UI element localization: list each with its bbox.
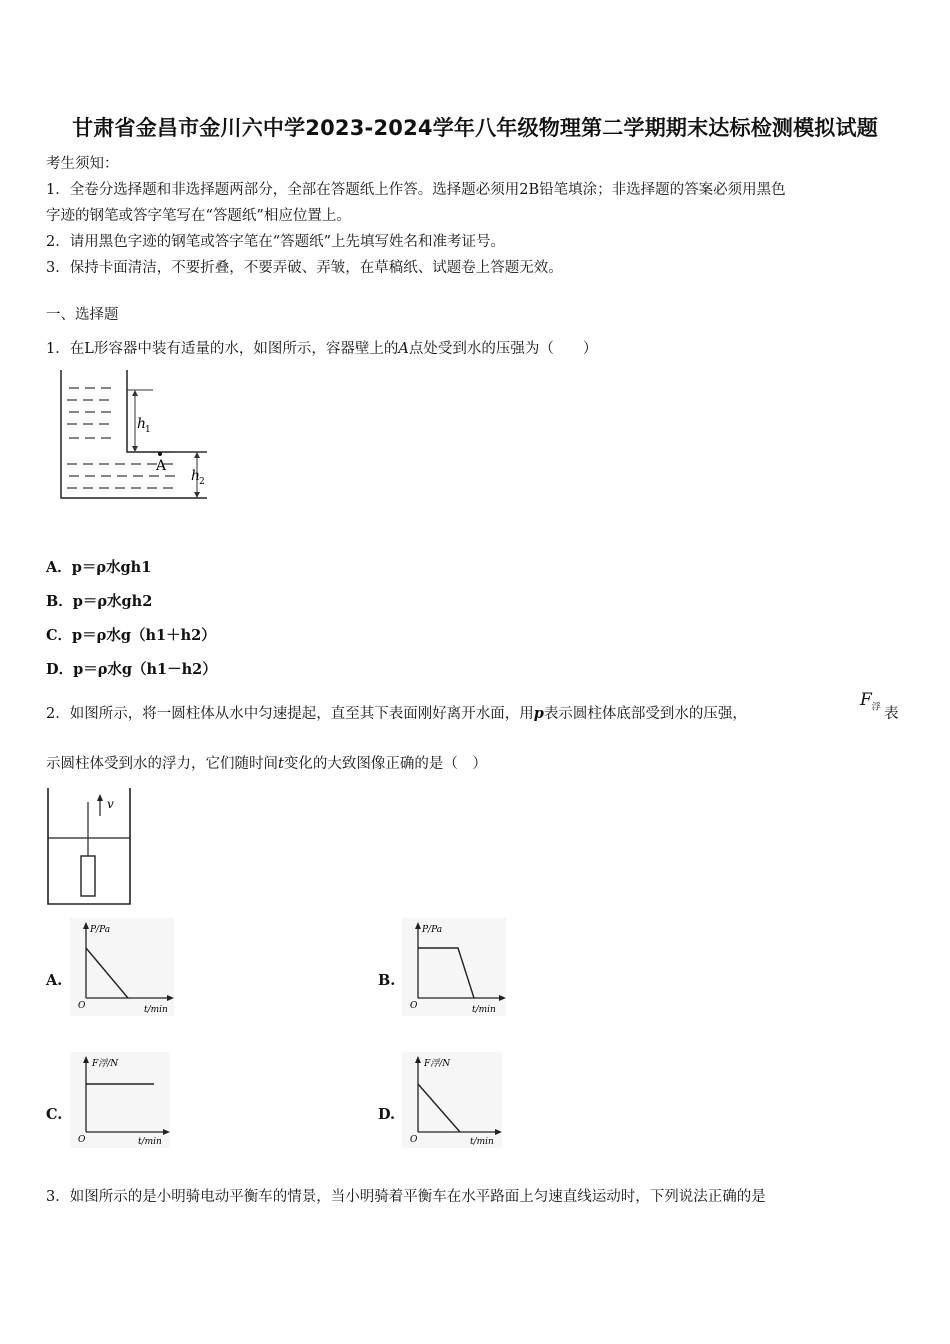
y-axis-label: F浮/N bbox=[424, 1059, 451, 1069]
question-1-stem-var: A bbox=[398, 341, 409, 357]
question-1-stem bbox=[46, 339, 597, 359]
beaker-figure bbox=[44, 786, 134, 908]
x-axis-label: t/min bbox=[472, 1005, 496, 1015]
h1-label-sub: 1 bbox=[145, 425, 151, 435]
question-2-stem-line-1 bbox=[46, 704, 747, 724]
h1-label: h bbox=[137, 416, 147, 432]
option-text: p＝ρ水gh2 bbox=[72, 593, 153, 610]
notice-item-1-line-2: 字迹的钢笔或答字笔写在“答题纸”相应位置上。 bbox=[46, 208, 351, 224]
y-axis-label: F浮/N bbox=[92, 1059, 119, 1069]
option-letter: D． bbox=[46, 661, 74, 678]
l-container-figure bbox=[55, 366, 215, 506]
point-a-dot bbox=[158, 452, 162, 456]
question-3-stem: 3．如图所示的是小明骑电动平衡车的情景，当小明骑着平衡车在水平路面上匀速直线运动时，下列说法正确的是 bbox=[46, 1189, 766, 1205]
question-1-stem-post: 点处受到水的压强为（ ） bbox=[408, 341, 598, 357]
velocity-label: v bbox=[107, 797, 114, 811]
q2-symbol-f: F bbox=[860, 690, 872, 710]
q2-option-a-letter[interactable]: A. bbox=[46, 972, 63, 989]
cylinder bbox=[81, 856, 95, 896]
y-axis-label: P/Pa bbox=[90, 925, 111, 935]
origin-label: O bbox=[78, 1135, 86, 1145]
x-axis-label: t/min bbox=[470, 1137, 494, 1147]
q2-option-d-graph[interactable] bbox=[402, 1052, 502, 1148]
option-letter: B． bbox=[46, 593, 73, 610]
q2-stem-t: t bbox=[278, 756, 284, 772]
q2-stem-p: p bbox=[533, 705, 544, 722]
q2-stem-end: 表 bbox=[884, 706, 899, 722]
q2-symbol-f-sub: 浮 bbox=[871, 702, 881, 713]
x-axis-label: t/min bbox=[144, 1005, 168, 1015]
option-text: p＝ρ水g（h1＋h2） bbox=[72, 627, 216, 644]
q2-option-b-letter[interactable]: B. bbox=[378, 972, 396, 989]
q2-stem-line2-post: 变化的大致图像正确的是（ ） bbox=[283, 756, 487, 772]
q1-option-c[interactable] bbox=[46, 624, 216, 645]
option-letter: C． bbox=[46, 627, 73, 644]
notice-heading: 考生须知： bbox=[46, 156, 119, 172]
q2-stem-mid: 表示圆柱体底部受到水的压强， bbox=[543, 706, 747, 722]
origin-label: O bbox=[410, 1135, 418, 1145]
h2-label: h bbox=[191, 468, 201, 484]
container-inner-wall bbox=[127, 370, 207, 452]
point-a-label: A bbox=[156, 458, 167, 474]
beaker-walls bbox=[48, 788, 130, 904]
origin-label: O bbox=[410, 1001, 418, 1011]
q2-option-a-graph[interactable] bbox=[70, 918, 174, 1016]
option-letter: A． bbox=[46, 559, 72, 576]
q2-option-c-graph[interactable] bbox=[70, 1052, 170, 1148]
q2-stem-line2-pre: 示圆柱体受到水的浮力，它们随时间 bbox=[46, 756, 278, 772]
origin-label: O bbox=[78, 1001, 86, 1011]
question-1-stem-pre: 1．在L形容器中装有适量的水，如图所示，容器壁上的 bbox=[46, 341, 399, 357]
section-heading: 一、选择题 bbox=[46, 307, 119, 323]
notice-item-1-line-1: 1．全卷分选择题和非选择题两部分，全部在答题纸上作答。选择题必须用2B铅笔填涂；非选择题的答案必须用黑色 bbox=[46, 182, 786, 198]
option-text: p＝ρ水g（h1－h2） bbox=[73, 661, 217, 678]
q2-symbol-f-float bbox=[860, 690, 881, 712]
notice-item-2: 2．请用黑色字迹的钢笔或答字笔在“答题纸”上先填写姓名和准考证号。 bbox=[46, 234, 506, 250]
q1-option-d[interactable] bbox=[46, 658, 217, 679]
container-outer-wall bbox=[61, 370, 207, 498]
q1-option-b[interactable] bbox=[46, 590, 152, 611]
notice-item-3: 3．保持卡面清洁，不要折叠，不要弄破、弄皱，在草稿纸、试题卷上答题无效。 bbox=[46, 260, 563, 276]
q2-option-b-graph[interactable] bbox=[402, 918, 506, 1016]
q2-stem-pre: 2．如图所示，将一圆柱体从水中匀速提起，直至其下表面刚好离开水面，用 bbox=[46, 706, 534, 722]
q2-option-c-letter[interactable]: C. bbox=[46, 1106, 63, 1123]
q2-option-d-letter[interactable]: D. bbox=[378, 1106, 396, 1123]
y-axis-label: P/Pa bbox=[422, 925, 443, 935]
page-title: 甘肃省金昌市金川六中学2023-2024学年八年级物理第二学期期末达标检测模拟试题 bbox=[72, 116, 878, 140]
x-axis-label: t/min bbox=[138, 1137, 162, 1147]
question-2-stem-line-2 bbox=[46, 754, 487, 774]
option-text: p＝ρ水gh1 bbox=[71, 559, 152, 576]
h2-label-sub: 2 bbox=[199, 477, 205, 487]
q1-option-a[interactable] bbox=[46, 556, 151, 577]
